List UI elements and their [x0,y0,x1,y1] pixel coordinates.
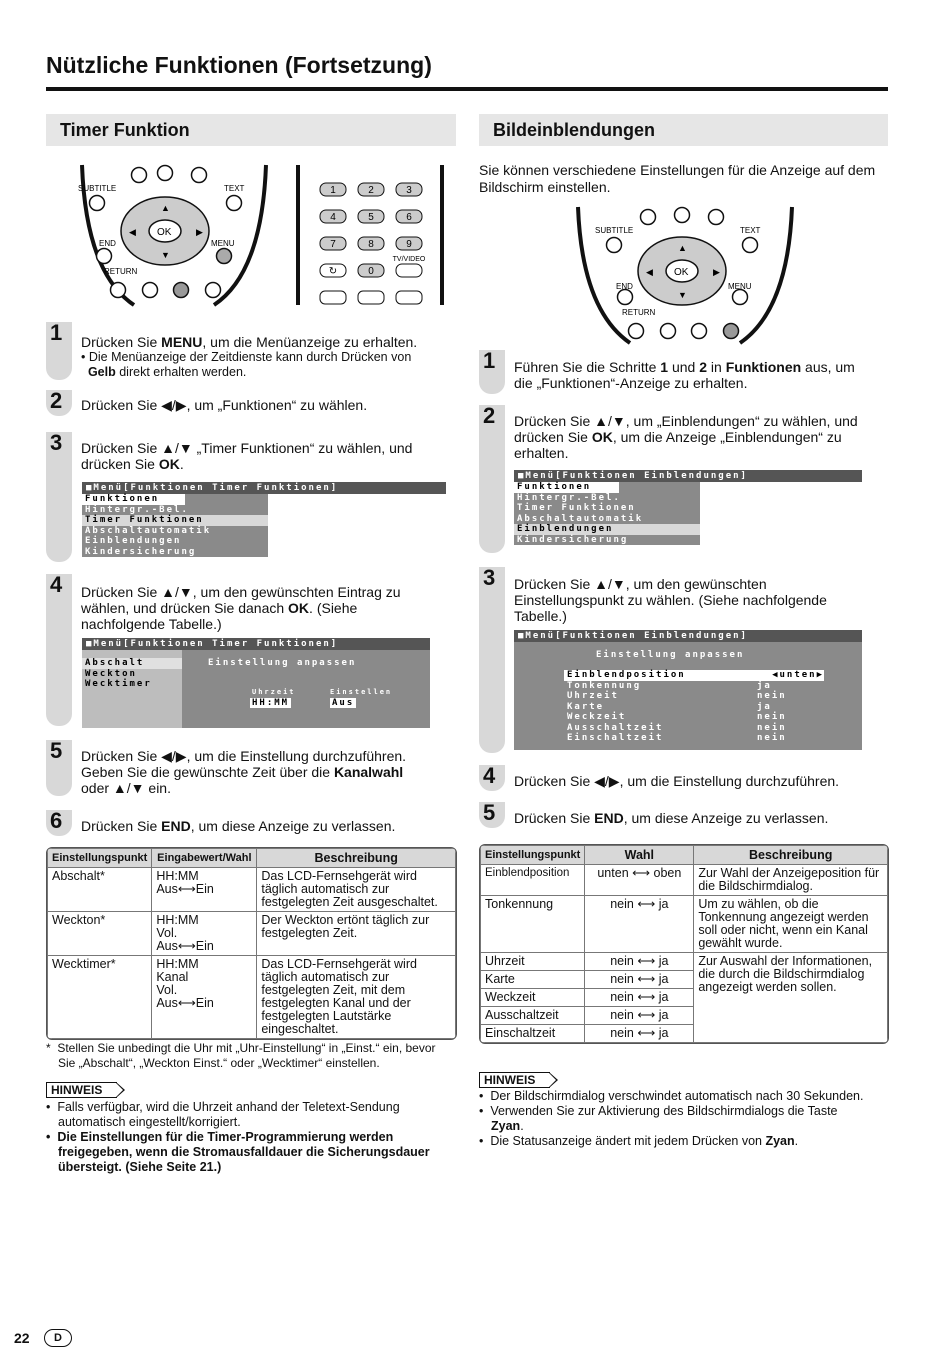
right-notes: • Der Bildschirmdialog verschwindet automatisch nach 30 Sekunden. • Verwenden Sie zur Aktivierung des Bildschirmdialogs die Taste Zyan. • Die Statusanzeige ändert mit jedem Drücken von Zyan. [479,1089,864,1148]
page-number: 22 [14,1330,30,1346]
tv-menu-overlays: ■Menü[Funktionen Einblendungen] Funktionen Hintergr.-Bel. Timer Funktionen Abschaltautomatik Einblendungen Kindersicherung [514,470,862,550]
language-badge: D [44,1329,72,1347]
right-step-5: 5 Drücken Sie END, um diese Anzeige zu verlassen. [479,802,889,832]
key-7: 7 [330,239,336,250]
return-label: RETURN [104,267,138,276]
table-row: Weckton* HH:MM Vol. Aus⟷Ein Der Weckton ertönt täglich zur festgelegten Zeit. [48,912,456,956]
svg-text:▼: ▼ [678,290,687,300]
key-1: 1 [330,185,336,196]
svg-text:↻: ↻ [328,266,338,277]
right-step-3: 3 Drücken Sie ▲/▼, um den gewünschten Einstellungspunkt zu wählen. (Siehe nachfolgende Tabelle.) [479,567,889,757]
table-row: Tonkennung nein ⟷ ja Um zu wählen, ob die Tonkennung angezeigt werden soll oder nicht, wenn ein Kanal gewählt wurde. [481,896,888,953]
section-heading-overlays: Bildeinblendungen [479,114,888,146]
text-label: TEXT [224,184,245,193]
return-label-r: RETURN [622,308,656,317]
text-label-r: TEXT [740,226,761,235]
timer-settings-table: Einstellungspunkt Eingabewert/Wahl Beschreibung Abschalt* HH:MM Aus⟷Ein Das LCD-Fernsehgerät wird täglich automatisch zur festgelegten Zeit ausgeschaltet. Weckton* HH:MM Vol. Aus⟷Ein Der Weckton ertönt täglich zur festgelegten Zeit. Wecktimer* HH:MM Kanal Vol. Aus⟷Ein Das LCD-Fernsehgerät wird täglich automatisch zur festgelegten Zeit, mit dem festgelegten Kanal und der festgelegten Lautstärke eingeschaltet. [46,847,457,1040]
svg-text:◀: ◀ [129,227,136,237]
key-4: 4 [330,212,336,223]
key-2: 2 [368,185,374,196]
overlay-settings-table: Einstellungspunkt Wahl Beschreibung Einblendposition unten ⟷ oben Zur Wahl der Anzeigeposition für die Bildschirmdialog. Tonkennung nein ⟷ ja Um zu wählen, ob die Tonkennung angezeigt werden soll oder nicht, wenn ein Kanal gewählt wurde. Uhrzeit nein ⟷ ja Zur Auswahl der Informationen, die durch die Bildschirmdialog angezeigt werden sollen. Karte nein ⟷ ja Weckzeit nein ⟷ ja Ausschaltzeit nein ⟷ ja Einschaltzeit nein ⟷ ja [479,844,889,1044]
left-step-4: 4 Drücken Sie ▲/▼, um den gewünschten Eintrag zu wählen, und drücken Sie danach OK. (Siehe nachfolgende Tabelle.) [46,574,456,729]
remote-control-illustration [74,163,274,308]
svg-text:▲: ▲ [678,243,687,253]
tv-menu-timer-setting: ■Menü[Funktionen Timer Funktionen] Abschalt Weckton Wecktimer Einstellung anpassen Uhrzeit Einstellen HH:MM Aus [82,638,430,728]
svg-text:◀: ◀ [646,267,653,277]
hinweis-label-right: HINWEIS [479,1071,550,1089]
table-row: Karte nein ⟷ ja [481,971,888,989]
right-step-1: 1 Führen Sie die Schritte 1 und 2 in Funktionen aus, um die „Funktionen“-Anzeige zu erhalten. [479,350,889,398]
key-3: 3 [406,185,412,196]
left-step-1: 1 Drücken Sie MENU, um die Menüanzeige zu erhalten. • Die Menüanzeige der Zeitdienste kann durch Drücken von Gelb direkt erhalten werden. [46,322,456,382]
tvvideo-label: TV/VIDEO [392,256,426,263]
key-8: 8 [368,239,374,250]
subtitle-label: SUBTITLE [78,184,117,193]
right-step-4: 4 Drücken Sie ◀/▶, um die Einstellung durchzuführen. [479,765,889,795]
menu-label: MENU [211,239,235,248]
table-row: Einschaltzeit nein ⟷ ja [481,1025,888,1043]
left-step-3: 3 Drücken Sie ▲/▼ „Timer Funktionen“ zu wählen, und drücken Sie OK. [46,432,456,567]
svg-text:▼: ▼ [161,250,170,260]
key-6: 6 [406,212,412,223]
hinweis-label-left: HINWEIS [46,1081,117,1099]
subtitle-label-r: SUBTITLE [595,226,634,235]
table-row: Abschalt* HH:MM Aus⟷Ein Das LCD-Fernsehgerät wird täglich automatisch zur festgelegten Zeit ausgeschaltet. [48,868,456,912]
left-step-2: 2 Drücken Sie ◀/▶, um „Funktionen“ zu wählen. [46,390,456,420]
keypad-illustration [290,163,450,308]
footnote: * Stellen Sie unbedingt die Uhr mit „Uhr-Einstellung“ in „Einst.“ ein, bevor Sie „Abschalt“, „Weckton Einst.“ oder „Wecktimer“ einstellen. [46,1041,436,1070]
svg-text:▲: ▲ [161,203,170,213]
table-row: Ausschaltzeit nein ⟷ ja [481,1007,888,1025]
tv-menu-overlay-settings: ■Menü[Funktionen Einblendungen] Einstellung anpassen Einblendposition ◀unten▶ Tonkennung ja Uhrzeit nein Karte ja Weckzeit nein Ausschaltzeit nein Einschaltzeit nein [514,630,862,750]
section-heading-timer: Timer Funktion [46,114,456,146]
svg-text:▶: ▶ [196,227,203,237]
table-row: Weckzeit nein ⟷ ja [481,989,888,1007]
left-step-6: 6 Drücken Sie END, um diese Anzeige zu verlassen. [46,810,456,840]
key-0: 0 [368,266,374,277]
remote-control-illustration-right [570,205,800,345]
page-title: Nützliche Funktionen (Fortsetzung) [46,52,432,78]
ok-label-r: OK [674,267,689,278]
end-label-r: END [616,282,633,291]
menu-label-r: MENU [728,282,752,291]
svg-text:▶: ▶ [713,267,720,277]
right-step-2: 2 Drücken Sie ▲/▼, um „Einblendungen“ zu wählen, und drücken Sie OK, um die Anzeige „Einblendungen“ zu erhalten. [479,405,889,555]
key-5: 5 [368,212,374,223]
table-row: Uhrzeit nein ⟷ ja Zur Auswahl der Informationen, die durch die Bildschirmdialog angezeigt werden sollen. [481,953,888,971]
end-label: END [99,239,116,248]
left-notes: • Falls verfügbar, wird die Uhrzeit anhand der Teletext-Sendung automatisch eingestellt/korrigiert. • Die Einstellungen für die Timer-Programmierung werden freigegeben, wenn die Stromausfalldauer die Sicherungsdauer übersteigt. (Siehe Seite 21.) [46,1100,430,1174]
table-row: Einblendposition unten ⟷ oben Zur Wahl der Anzeigeposition für die Bildschirmdialog. [481,865,888,896]
key-9: 9 [406,239,412,250]
table-row: Wecktimer* HH:MM Kanal Vol. Aus⟷Ein Das LCD-Fernsehgerät wird täglich automatisch zur festgelegten Zeit, mit dem festgelegten Kanal und der festgelegten Lautstärke eingeschaltet. [48,956,456,1039]
intro-text: Sie können verschiedene Einstellungen für die Anzeige auf dem Bildschirm einstellen. [479,162,876,195]
tv-menu-timer: ■Menü[Funktionen Timer Funktionen] Funktionen Hintergr.-Bel. Timer Funktionen Abschaltautomatik Einblendungen Kindersicherung [82,482,452,562]
left-step-5: 5 Drücken Sie ◀/▶, um die Einstellung durchzuführen. Geben Sie die gewünschte Zeit über die Kanalwahl oder ▲/▼ ein. [46,740,456,800]
title-rule [46,87,888,91]
ok-label: OK [157,227,172,238]
